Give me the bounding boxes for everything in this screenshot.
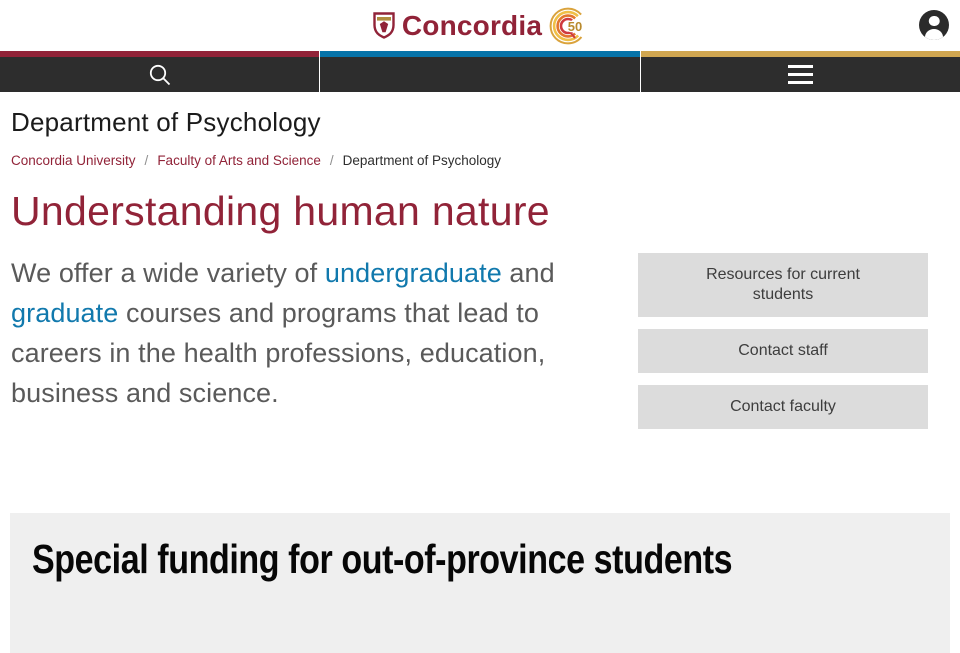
breadcrumb bbox=[11, 153, 949, 168]
badge-50-text: 50 bbox=[567, 18, 583, 34]
breadcrumb-link[interactable]: Concordia University bbox=[11, 153, 136, 168]
account-shoulders-shape bbox=[925, 29, 943, 40]
hamburger-menu-icon bbox=[788, 65, 813, 84]
concordia-logo[interactable] bbox=[373, 7, 587, 45]
intro-paragraph bbox=[11, 253, 619, 413]
nav-middle-section bbox=[319, 57, 639, 92]
anniversary-50-badge-icon bbox=[549, 7, 587, 45]
breadcrumb-separator: / bbox=[144, 153, 149, 168]
section-heading bbox=[10, 513, 950, 583]
main-navbar bbox=[0, 57, 960, 92]
menu-nav-button[interactable] bbox=[640, 57, 960, 92]
search-icon bbox=[147, 62, 173, 88]
cta-buttons bbox=[638, 253, 928, 441]
intro-link[interactable]: undergraduate bbox=[324, 258, 502, 289]
account-head-shape bbox=[929, 16, 940, 27]
breadcrumb-separator: / bbox=[329, 153, 334, 168]
concordia-shield-icon bbox=[373, 12, 395, 39]
headline: Understanding human nature bbox=[11, 188, 550, 234]
intro-text: courses and programs that lead to careers in the health professions, education, business and science. bbox=[11, 298, 546, 409]
breadcrumb-link[interactable]: Faculty of Arts and Science bbox=[157, 153, 321, 168]
intro-text: We offer a wide variety of bbox=[11, 258, 325, 289]
cta-button[interactable]: Resources for current students bbox=[638, 253, 928, 317]
intro-row bbox=[11, 253, 949, 441]
intro-text: and bbox=[501, 258, 555, 289]
section-heading-text: Special funding for out-of-province students bbox=[32, 536, 733, 583]
intro-link[interactable]: graduate bbox=[11, 298, 119, 329]
account-circle-icon[interactable] bbox=[919, 10, 949, 40]
search-nav-button[interactable] bbox=[0, 57, 319, 92]
special-funding-panel bbox=[10, 513, 950, 653]
page-content bbox=[0, 107, 960, 441]
concordia-wordmark: Concordia bbox=[401, 9, 543, 41]
page-title: Department of Psychology bbox=[11, 107, 321, 137]
site-header bbox=[0, 0, 960, 51]
cta-button[interactable]: Contact staff bbox=[638, 329, 928, 373]
cta-button[interactable]: Contact faculty bbox=[638, 385, 928, 429]
breadcrumb-current: Department of Psychology bbox=[342, 153, 502, 168]
